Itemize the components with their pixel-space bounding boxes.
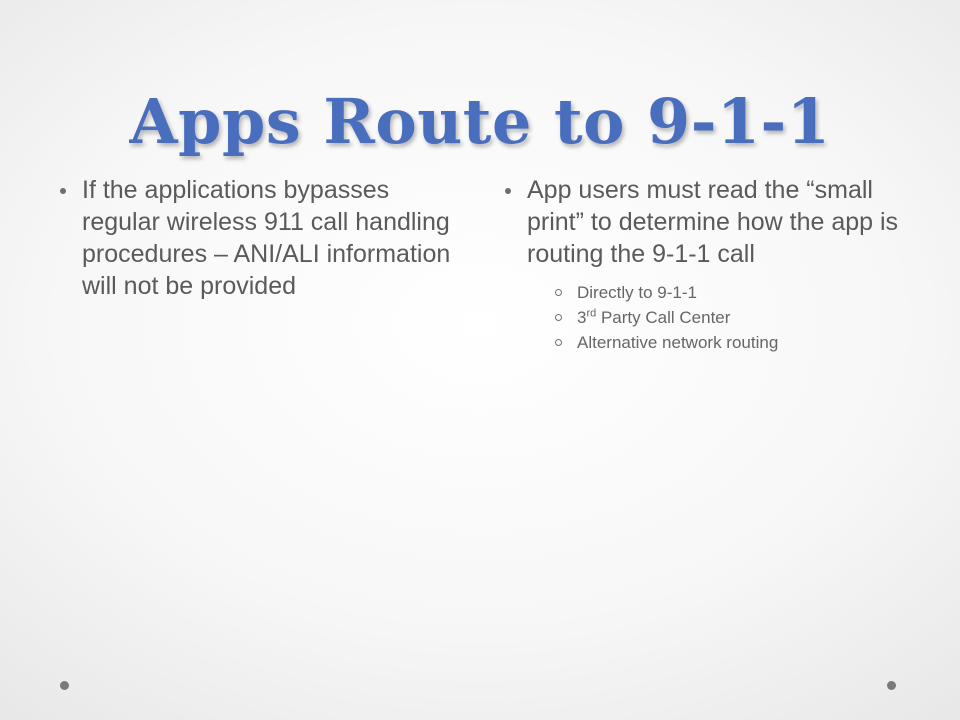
bullet-dot-icon bbox=[505, 188, 511, 194]
bullet-text: If the applications bypasses regular wireless 911 call handling procedures – ANI/ALI information will not be provided bbox=[82, 176, 451, 300]
decorative-dot-icon bbox=[60, 681, 69, 690]
bullet-dot-icon bbox=[60, 188, 66, 194]
circle-bullet-icon bbox=[555, 339, 562, 346]
sub-bullet-item bbox=[555, 330, 900, 355]
decorative-dot-icon bbox=[887, 681, 896, 690]
sub-bullet-item bbox=[555, 280, 900, 305]
sub-bullet-item bbox=[555, 305, 900, 330]
circle-bullet-icon bbox=[555, 289, 562, 296]
circle-bullet-icon bbox=[555, 314, 562, 321]
sub-bullet-number: 3 bbox=[577, 308, 587, 327]
ordinal-superscript: rd bbox=[586, 307, 597, 320]
slide-title: Apps Route to 9-1-1 bbox=[129, 85, 831, 158]
bullet-item bbox=[505, 174, 900, 355]
bullet-item bbox=[60, 174, 455, 302]
sub-bullet-text: Directly to 9-1-1 bbox=[577, 283, 697, 302]
sub-bullet-text: Alternative network routing bbox=[577, 333, 779, 352]
sub-bullet-text: Party Call Center bbox=[596, 308, 731, 327]
bullet-text: App users must read the “small print” to determine how the app is routing the 9-1-1 call bbox=[527, 176, 899, 268]
sub-bullet-list bbox=[527, 280, 900, 355]
left-bullet-list bbox=[60, 174, 455, 302]
right-bullet-list bbox=[505, 174, 900, 355]
